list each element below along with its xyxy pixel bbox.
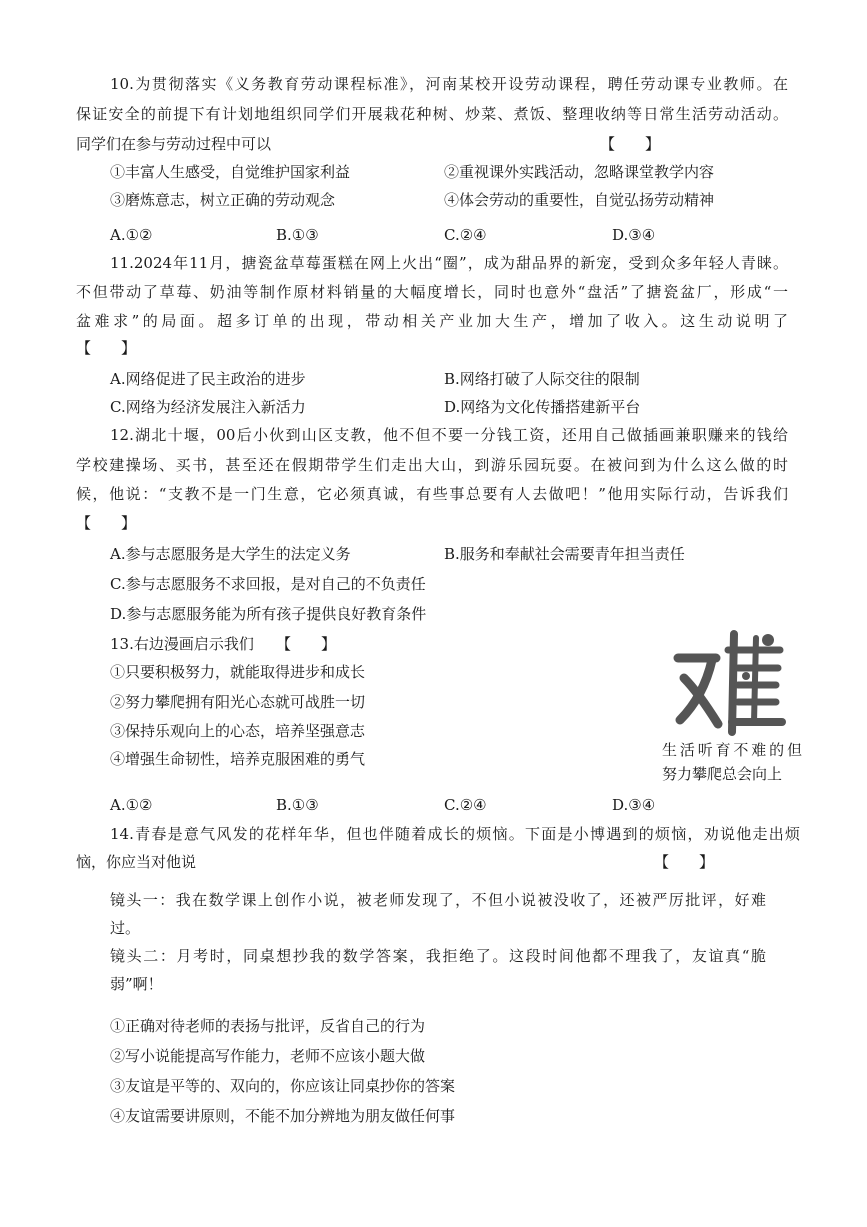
q14-scene2-line1: 镜头二：月考时，同桌想抄我的数学答案，我拒绝了。这段时间他都不理我了，友谊真“脆 xyxy=(110,947,766,965)
q10-option-b: B.①③ xyxy=(276,226,319,244)
q14-stem-line1: 14.青春是意气风发的花样年华，但也伴随着成长的烦恼。下面是小博遇到的烦恼，劝说他走出烦 xyxy=(110,825,800,843)
q10-option-c: C.②④ xyxy=(444,226,487,244)
q12-option-d: D.参与志愿服务能为所有孩子提供良好教育条件 xyxy=(110,605,427,623)
q14-statement-4: ④友谊需要讲原则，不能不加分辨地为朋友做任何事 xyxy=(110,1107,456,1125)
q13-statement-2: ②努力攀爬拥有阳光心态就可战胜一切 xyxy=(110,693,366,711)
q10-option-d: D.③④ xyxy=(612,226,656,244)
q12-option-b: B.服务和奉献社会需要青年担当责任 xyxy=(444,545,685,563)
q14-statement-2: ②写小说能提高写作能力，老师不应该小题大做 xyxy=(110,1047,426,1065)
cartoon-caption-line2: 努力攀爬总会向上 xyxy=(662,765,783,783)
q14-statement-1: ①正确对待老师的表扬与批评，反省自己的行为 xyxy=(110,1017,426,1035)
q13-answer-bracket: 【 】 xyxy=(276,635,337,653)
q10-stem-line1: 10.为贯彻落实《义务教育劳动课程标准》，河南某校开设劳动课程，聘任劳动课专业教师。在 xyxy=(110,75,788,93)
q10-stem-line3: 同学们在参与劳动过程中可以 xyxy=(76,135,272,153)
q11-option-c: C.网络为经济发展注入新活力 xyxy=(110,398,306,416)
q14-stem-line2: 恼，你应当对他说 xyxy=(76,853,197,871)
q14-answer-bracket: 【 】 xyxy=(654,853,715,871)
q12-stem-line3: 候，他说：“支教不是一门生意，它必须真诚，有些事总要有人去做吧！”他用实际行动，告诉我们 xyxy=(76,485,788,503)
q12-answer-bracket: 【 】 xyxy=(76,514,137,532)
cartoon-caption-line1: 生活听育不难的但 xyxy=(662,741,802,759)
q13-statement-4: ④增强生命韧性，培养克服困难的勇气 xyxy=(110,750,366,768)
q10-answer-bracket: 【 】 xyxy=(600,135,661,153)
q11-stem-line2: 不但带动了草莓、奶油等制作原材料销量的大幅度增长，同时也意外“盘活”了搪瓷盆厂，形成“一 xyxy=(76,283,788,301)
cartoon-image xyxy=(672,628,788,740)
q13-stem: 13.右边漫画启示我们 xyxy=(110,635,254,653)
q13-option-b: B.①③ xyxy=(276,796,319,814)
q14-scene1-line2: 过。 xyxy=(110,919,141,937)
q11-stem-line1: 11.2024年11月，搪瓷盆草莓蛋糕在网上火出“圈”，成为甜品界的新宠，受到众多年轻人青睐。 xyxy=(110,254,788,272)
q10-statement-4: ④体会劳动的重要性，自觉弘扬劳动精神 xyxy=(444,191,715,209)
q12-stem-line2: 学校建操场、买书，甚至还在假期带学生们走出大山，到游乐园玩耍。在被问到为什么这么做的时 xyxy=(76,456,788,474)
q13-option-c: C.②④ xyxy=(444,796,487,814)
q10-statement-2: ②重视课外实践活动，忽略课堂教学内容 xyxy=(444,163,715,181)
q14-scene1-line1: 镜头一：我在数学课上创作小说，被老师发现了，不但小说被没收了，还被严厉批评，好难 xyxy=(110,891,766,909)
q12-option-c: C.参与志愿服务不求回报，是对自己的不负责任 xyxy=(110,575,426,593)
q12-option-a: A.参与志愿服务是大学生的法定义务 xyxy=(110,545,351,563)
q12-stem-line1: 12.湖北十堰，00后小伙到山区支教，他不但不要一分钱工资，还用自己做插画兼职赚来的钱给 xyxy=(110,426,788,444)
q13-statement-3: ③保持乐观向上的心态，培养坚强意志 xyxy=(110,722,366,740)
q11-answer-bracket: 【 】 xyxy=(76,339,137,357)
q14-scene2-line2: 弱”啊！ xyxy=(110,975,163,993)
q13-statement-1: ①只要积极努力，就能取得进步和成长 xyxy=(110,663,366,681)
q14-statement-3: ③友谊是平等的、双向的，你应该让同桌抄你的答案 xyxy=(110,1077,456,1095)
q13-option-d: D.③④ xyxy=(612,796,656,814)
q11-stem-line3: 盆难求”的局面。超多订单的出现，带动相关产业加大生产，增加了收入。这生动说明了 xyxy=(76,312,788,330)
q11-option-d: D.网络为文化传播搭建新平台 xyxy=(444,398,641,416)
q11-option-a: A.网络促进了民主政治的进步 xyxy=(110,370,306,388)
q11-option-b: B.网络打破了人际交往的限制 xyxy=(444,370,640,388)
q10-option-a: A.①② xyxy=(110,226,153,244)
q10-stem-line2: 保证安全的前提下有计划地组织同学们开展栽花种树、炒菜、煮饭、整理收纳等日常生活劳动活动。 xyxy=(76,105,788,123)
q13-option-a: A.①② xyxy=(110,796,153,814)
q10-statement-1: ①丰富人生感受，自觉维护国家利益 xyxy=(110,163,351,181)
q10-statement-3: ③磨炼意志，树立正确的劳动观念 xyxy=(110,191,336,209)
